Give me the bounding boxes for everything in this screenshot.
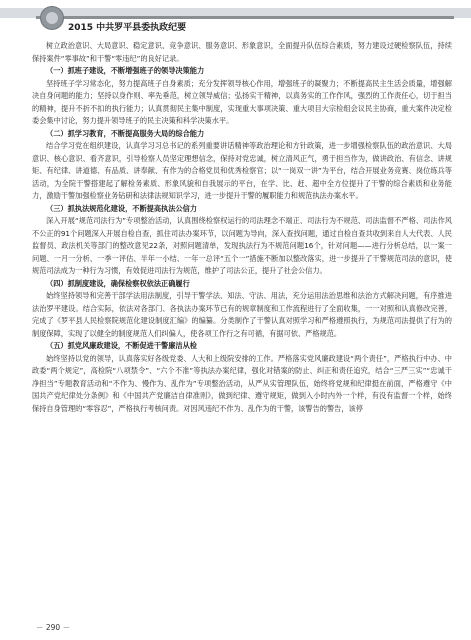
paragraph-continued: 树立政治意识、大局意识、稳定意识、竞争意识、服务意识、形象意识，全面提升队伍综合素质，努力建设过硬检察队伍，持续保持案件“零事故”和干警“零违纪”的良好记录。 xyxy=(32,41,452,63)
section-heading-5: （五）抓党风廉政建设，不断促进干警廉洁从检 xyxy=(46,341,197,350)
paragraph-4: 始终坚持领导和完善干部学法用法制度，引导干警学法、知法、守法、用法，充分运用法治思维和法治方式解决问题，有序推进法治罗平建设。结合实际，依法对各部门、各执法办案环节已有的规章制度和工作流程进行了全面收集，一一对照和认真修改完善，完成了《罗平县人民检察院规范化建设制度汇编》的编纂。分类制作了干警认真对照学习和严格遵照执行，为规范司法提供了行为的制度保障，实现了以健全的制度规范人们纠偏人，使各项工作行之有可循，有据可依、严格规范。 xyxy=(32,291,452,338)
page-number: － 290 － xyxy=(36,623,71,632)
section-heading-1: （一）抓班子建设，不断增强班子的领导决策能力 xyxy=(46,66,205,75)
section-heading-3: （三）抓执法规范化建设，不断提高执法公信力 xyxy=(46,203,197,213)
paragraph-1: 坚持班子学习常态化，努力提高班子自身素质；充分发挥领导核心作用，增强班子的凝聚力；不断提高民主生活会质量，增强解决自身问题的能力；坚持以身作则、率先垂范，树立领导威信；弘扬实干精神，以真务实的工作作风，强烈的工作责任心，切于担当的精神，提升不折不扣的执行能力；认真贯彻民主集中制度，实现重大事项决策、重大项目大宗检组会议民主协商，重大案件决定检委会集中讨论，努力提升领导班子的民主决策和科学决策水平。 xyxy=(32,78,452,125)
paragraph-2: 结合学习党在组织建设，认真学习习总书记的系列重要讲话精神等政治理论和方针政策，进一步增强检察队伍的政治意识、大局意识、核心意识、看齐意识，引导检察人员坚定理想信念，保持对党忠诚，树立清风正气，勇于担当作为，做讲政治、有信念、讲规矩、有纪律、讲道德、有品质、讲奉献、有作为的合格党员和优秀检察官；以“一岗双一讲”为平台，结合开展业务竞赛、岗位练兵等活动，为全院干警搭建起了解检务素质、形象风貌和自我展示的平台，在学、比、赶、超中全方位提升了干警的综合素质和业务能力，激励干警加强检察业务钻研和法律法规知识学习，进一步提升干警的履职能力和规范执法办案水平。 xyxy=(32,141,452,200)
paragraph-5: 始终坚持以党的领导，认真落实好各级党委、人大和上级院安排的工作。严格落实党风廉政建设“两个责任”，严格执行中办、中政委“两个规定”，高检院“八项禁令”、“六个不准”等执法办案纪律，强化对错案的防止、纠正和责任追究，结合“三严三实”“忠诚干净担当”专题教育活动和“不作为、慢作为、乱作为”专项整治活动，从严从实管理队伍，始终将党规和纪律挺在前面，严格遵守《中国共产党纪律处分条例》和《中国共产党廉洁自律准则》，做到纪律、遵守规矩，做到入小时内外一个样，有没有监督一个样，始终保持自身管理的“零容忍”，严格执行考核问责。对因风违纪不作为、乱作为的干警，该警告的警告，该停 xyxy=(32,353,452,413)
document-body xyxy=(32,40,452,616)
header-rule xyxy=(36,16,454,19)
paragraph-3: 深入开展“规范司法行为”专项整治活动，认真围绕检察权运行的司法理念不端正、司法行为不规范、司法监督不严格、司法作风不公正的91个问题深入开展自检自查，抓住司法办案环节，以问题为导向，深入查找问题，通过自检自查共收到来自人大代表、人民监督员、政法机关等部门的整改意见22条，对照问题清单，发现执法行为不规范问题16个，针对问题——进行分析总结，以一案一问题、一月一分析、一季一评估、半年一小结、一年一总评“五个一”措施不断加以整改落实，进一步提升了干警规范司法的意识，使规范司法成为一种行为习惯，有效促进司法行为规范，维护了司法公正，提升了社会公信力。 xyxy=(32,216,452,275)
running-title: 2015 中共罗平县委执政纪要 xyxy=(68,23,187,33)
section-heading-2: （二）抓学习教育，不断提高服务大局的综合能力 xyxy=(46,128,205,138)
header-emblem-icon xyxy=(40,6,64,30)
section-heading-4: （四）抓制度建设，确保检察权依法正确履行 xyxy=(46,278,190,288)
page-header xyxy=(0,0,471,36)
